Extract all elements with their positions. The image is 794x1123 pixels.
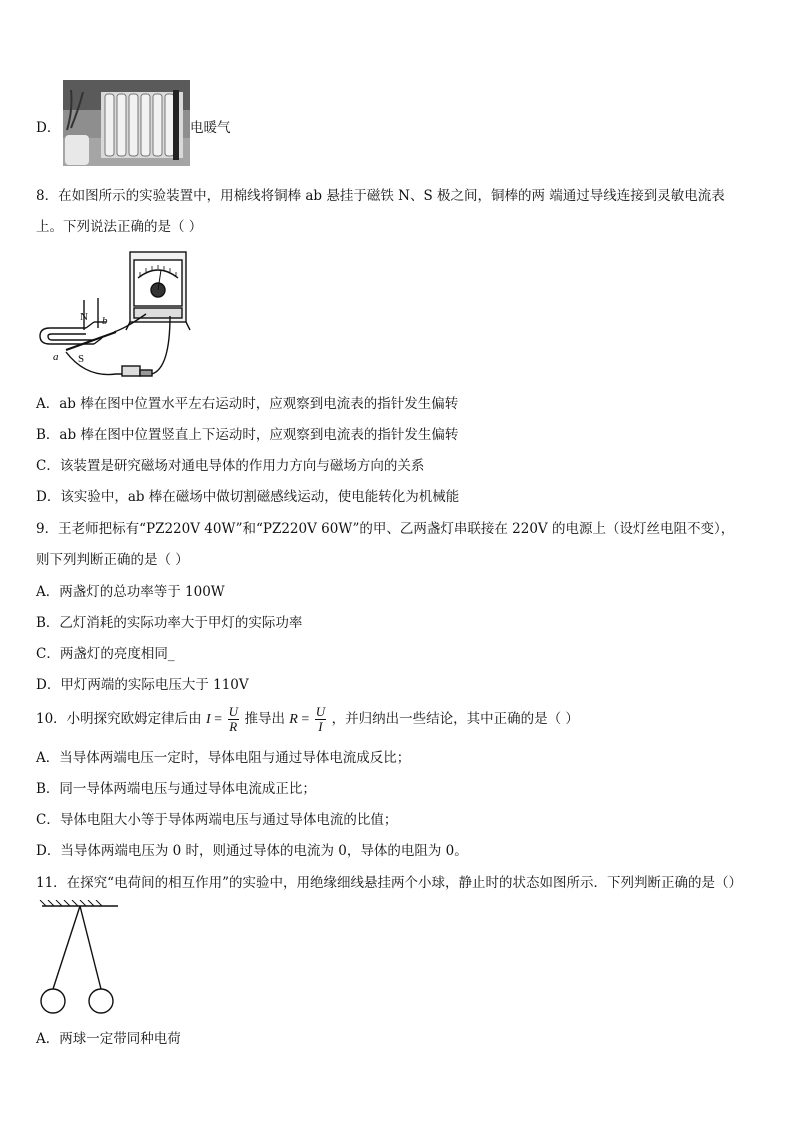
- q9-option-c: C．两盏灯的亮度相同_: [36, 646, 175, 662]
- formula-equals: =: [214, 712, 223, 727]
- ohm-formula-r: [289, 704, 331, 735]
- q9-stem-line-2: 则下列判断正确的是（ ）: [36, 552, 189, 568]
- formula-fraction: [228, 705, 239, 734]
- rod-a-label: a: [53, 351, 59, 363]
- q8-option-a: A．ab 棒在图中位置水平左右运动时，应观察到电流表的指针发生偏转: [36, 396, 459, 412]
- q10-option-c: C．导体电阻大小等于导体两端电压与通过导体电流的比值；: [36, 812, 398, 828]
- ohm-formula-i: [205, 704, 244, 735]
- q7-option-d-text: 电暖气: [190, 120, 231, 136]
- magnet-s-label: S: [78, 353, 85, 365]
- fraction-denominator: I: [318, 719, 323, 735]
- q10-option-a: A．当导体两端电压一定时，导体电阻与通过导体电流成反比；: [36, 750, 411, 766]
- q11-option-a: A．两球一定带同种电荷: [36, 1031, 181, 1047]
- q8-stem-line-1: 8．在如图所示的实验装置中，用棉线将铜棒 ab 悬挂于磁铁 N、S 极之间，铜棒的两 端通过导线连接到灵敏电流表: [36, 188, 725, 204]
- q9-option-b: B．乙灯消耗的实际功率大于甲灯的实际功率: [36, 615, 303, 631]
- q9-stem-line-1: 9．王老师把标有“PZ220V 40W”和“PZ220V 60W”的甲、乙两盏灯串联接在 220V 的电源上（设灯丝电阻不变），: [36, 521, 735, 537]
- fraction-numerator: U: [228, 704, 238, 720]
- q8-option-d: D．该实验中，ab 棒在磁场中做切割磁感线运动，使电能转化为机械能: [36, 489, 460, 505]
- option-label: D．: [36, 120, 61, 136]
- formula-equals: =: [301, 712, 310, 727]
- fraction-denominator: R: [229, 719, 238, 735]
- magnet-n-label: N: [80, 311, 88, 323]
- galvanometer-experiment-figure: [36, 250, 196, 384]
- rod-b-label: b: [102, 315, 108, 327]
- q10-option-b: B．同一导体两端电压与通过导体电流成正比；: [36, 781, 316, 797]
- q8-option-b: B．ab 棒在图中位置竖直上下运动时，应观察到电流表的指针发生偏转: [36, 427, 459, 443]
- q9-option-a: A．两盏灯的总功率等于 100W: [36, 584, 225, 600]
- q8-option-c: C．该装置是研究磁场对通电导体的作用力方向与磁场方向的关系: [36, 458, 425, 474]
- q10-stem-part-a: 10．小明探究欧姆定律后由: [36, 711, 202, 727]
- fraction-numerator: U: [315, 704, 326, 720]
- formula-fraction: [315, 705, 326, 734]
- formula-lhs: R: [289, 712, 298, 727]
- q8-stem-line-2: 上。下列说法正确的是（ ）: [36, 219, 203, 235]
- charged-balls-figure: [36, 900, 126, 1020]
- q10-stem-part-c: ，并归纳出一些结论，其中正确的是（ ）: [331, 711, 579, 727]
- formula-lhs: I: [205, 712, 211, 727]
- q11-stem: 11．在探究“电荷间的相互作用”的实验中，用绝缘细线悬挂两个小球，静止时的状态如图所示．下列判断正确的是（）: [36, 875, 742, 891]
- q10-option-d: D．当导体两端电压为 0 时，则通过导体的电流为 0，导体的电阻为 0。: [36, 843, 468, 859]
- q7-option-d: [36, 118, 60, 138]
- q10-stem: [36, 702, 579, 737]
- q9-option-d: D．甲灯两端的实际电压大于 110V: [36, 677, 249, 693]
- q10-stem-part-b: 推导出: [244, 711, 285, 727]
- radiator-photo: [63, 80, 190, 166]
